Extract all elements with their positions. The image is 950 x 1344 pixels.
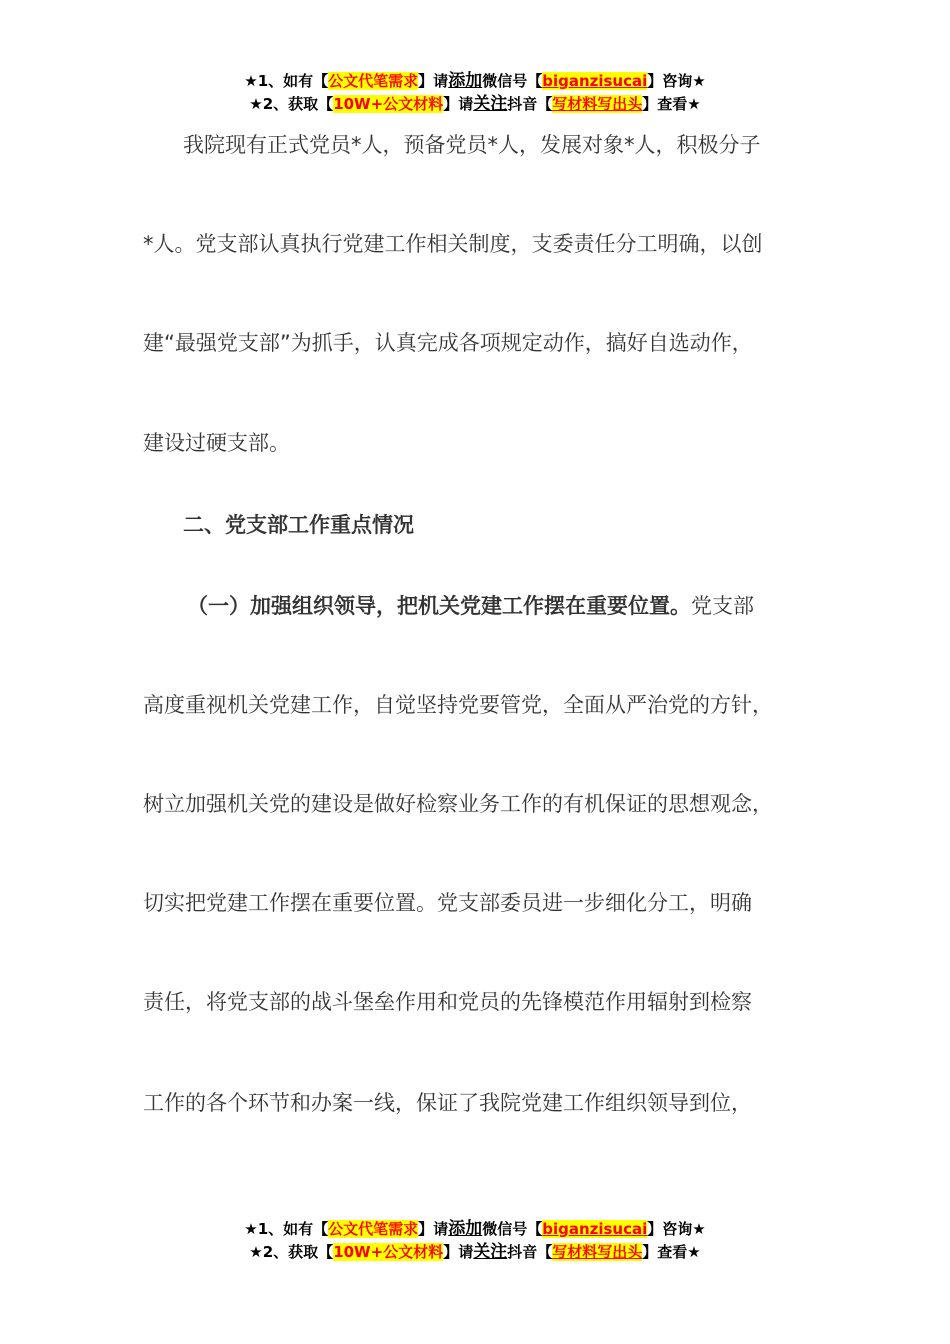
paragraph-2-line-4: 责任，将党支部的战斗堡垒作用和党员的先锋模范作用辐射到检察 (143, 990, 752, 1014)
paragraph-2-line-2: 树立加强机关党的建设是做好检察业务工作的有机保证的思想观念， (143, 792, 773, 816)
paragraph-2-line-1: 高度重视机关党建工作，自觉坚持党要管党，全面从严治党的方针， (143, 693, 773, 717)
section-heading: 二、党支部工作重点情况 (183, 513, 414, 537)
highlight-service: 公文代笔需求 (328, 1220, 419, 1238)
douyin-id: 写材料写出头 (552, 95, 643, 113)
wechat-id: biganzisucai (542, 72, 648, 90)
highlight-materials: 10W+公文材料 (333, 95, 444, 113)
footer-banner-line-2: ★2、获取【10W+公文材料】请关注抖音【写材料写出头】查看★ (249, 1242, 701, 1262)
header-banner (0, 70, 950, 116)
subsection-text: 党支部 (691, 594, 754, 618)
paragraph-1-line-3: 建“最强党支部”为抓手，认真完成各项规定动作，搞好自选动作， (143, 331, 753, 355)
highlight-service: 公文代笔需求 (328, 72, 419, 90)
wechat-id: biganzisucai (542, 1220, 648, 1238)
paragraph-2-line-3: 切实把党建工作摆在重要位置。党支部委员进一步细化分工，明确 (143, 891, 752, 915)
subsection-heading: （一）加强组织领导，把机关党建工作摆在重要位置。 (187, 594, 691, 618)
header-banner-line-1: ★1、如有【公文代笔需求】请添加微信号【biganzisucai】咨询★ (244, 71, 706, 91)
highlight-materials: 10W+公文材料 (333, 1243, 444, 1261)
paragraph-1-line-4: 建设过硬支部。 (143, 431, 290, 455)
footer-banner (0, 1218, 950, 1264)
paragraph-1-line-1: 我院现有正式党员*人，预备党员*人，发展对象*人，积极分子 (183, 133, 761, 157)
footer-banner-line-1: ★1、如有【公文代笔需求】请添加微信号【biganzisucai】咨询★ (244, 1219, 706, 1239)
paragraph-2-line-5: 工作的各个环节和办案一线，保证了我院党建工作组织领导到位， (143, 1091, 752, 1115)
header-banner-line-2: ★2、获取【10W+公文材料】请关注抖音【写材料写出头】查看★ (249, 94, 701, 114)
subsection-line (187, 591, 754, 621)
douyin-id: 写材料写出头 (552, 1243, 643, 1261)
paragraph-1-line-2: *人。党支部认真执行党建工作相关制度，支委责任分工明确，以创 (143, 232, 763, 256)
